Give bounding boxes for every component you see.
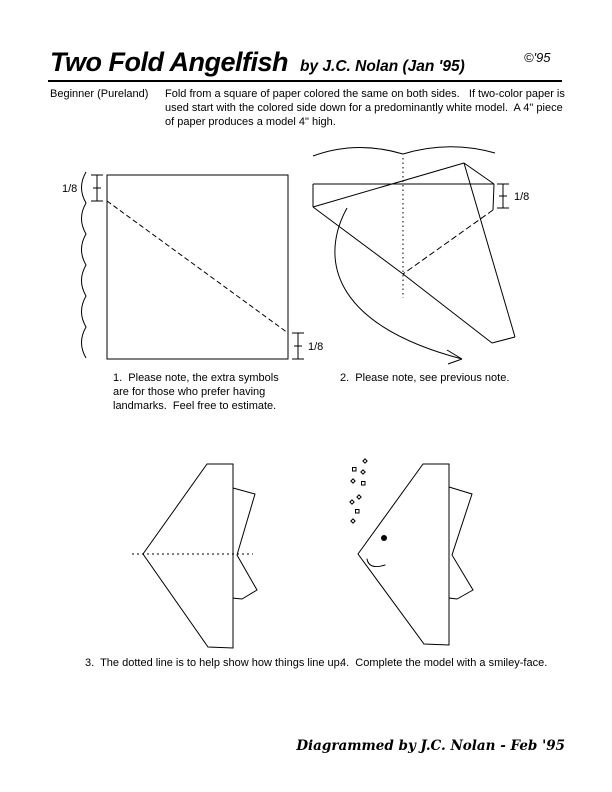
folding-instructions: Fold from a square of paper colored the same on both sides. If two-color paper is used start with the colored side down for a predominantly white model. A 4" piece of paper produces a model 4" high. (165, 88, 568, 128)
bubbles (350, 459, 367, 523)
step3-diagram (115, 450, 280, 660)
measure-label: 1/8 (308, 341, 324, 353)
wavy-edge-mark (82, 172, 87, 358)
header-divider (48, 80, 562, 82)
step4-diagram (340, 450, 520, 660)
fold-arrow (335, 208, 462, 364)
step3-caption: 3. The dotted line is to help show how things line up. (85, 657, 343, 669)
page-title: Two Fold Angelfish (50, 47, 288, 77)
step1-caption: 1. Please note, the extra symbols are for those who prefer having landmarks. Feel free to estimate. (113, 372, 282, 412)
difficulty-level: Beginner (Pureland) (50, 88, 149, 100)
folded-paper-outline (313, 163, 515, 343)
step1-diagram (50, 158, 340, 370)
step2-diagram (300, 138, 600, 378)
fish-fins (232, 488, 257, 599)
fish-eye (381, 535, 387, 541)
fish-body (143, 464, 233, 648)
fish-body (358, 464, 449, 645)
step2-caption: 2. Please note, see previous note. (340, 372, 510, 384)
turn-over-arc-right (403, 147, 495, 154)
diagrammer-credit: Diagrammed by J.C. Nolan - Feb '95 (296, 738, 565, 754)
page-subtitle: by J.C. Nolan (Jan '95) (300, 58, 465, 75)
step4-caption: 4. Complete the model with a smiley-face. (340, 657, 548, 669)
measure-label: 1/8 (62, 183, 78, 195)
measure-mark-top-left (91, 175, 103, 201)
turn-over-arc-left (313, 147, 403, 156)
copyright-notice: ©'95 (524, 50, 551, 65)
fish-fins (449, 487, 473, 599)
measure-label: 1/8 (514, 191, 530, 203)
measure-mark-right (497, 184, 509, 208)
hidden-fold-edge (403, 210, 493, 274)
diagonal-fold-line (107, 201, 288, 333)
